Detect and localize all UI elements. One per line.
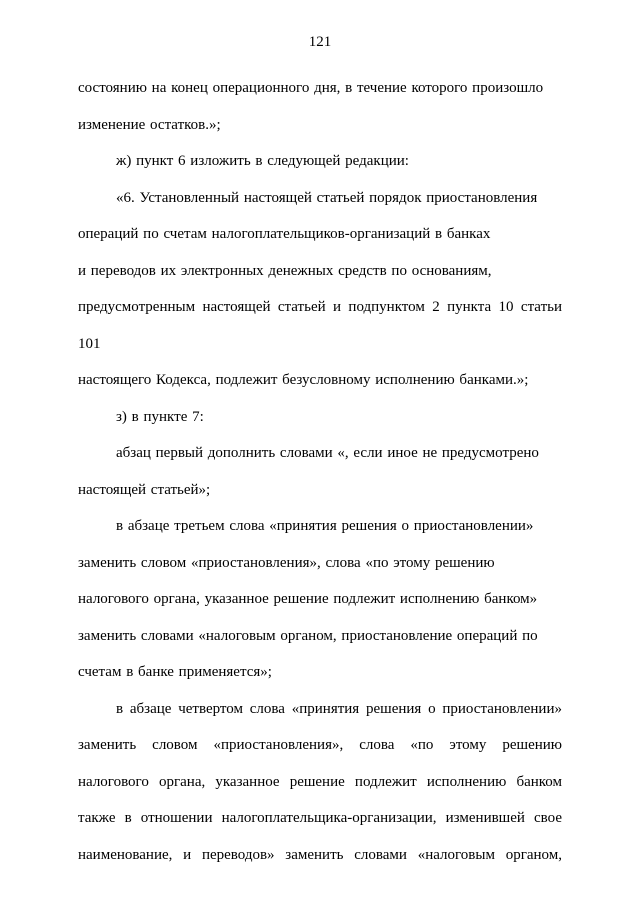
paragraph xyxy=(78,180,562,399)
text-line: налогового органа, указанное решение подлежит исполнению банком» xyxy=(78,591,538,607)
text-line: в абзаце третьем слова «принятия решения о приостановлении» xyxy=(116,518,534,534)
text-line: заменить словами «налоговым органом, приостановление операций по xyxy=(78,627,538,644)
text-line: предусмотренным настоящей статьей и подпунктом 2 пункта 10 статьи 101 xyxy=(78,299,562,352)
text-line: «6. Установленный настоящей статьей порядок приостановления xyxy=(116,189,538,206)
text-line: настоящей статьей»; xyxy=(78,481,211,498)
text-line: абзац первый дополнить словами «, если иное не предусмотрено xyxy=(116,445,539,461)
text-line: заменить словом «приостановления», слова «по этому решению xyxy=(78,737,562,753)
text-line: также в отношении налогоплательщика-организации, изменившей свое xyxy=(78,810,562,826)
text-line: счетам в банке применяется»; xyxy=(78,664,272,680)
text-line: в абзаце четвертом слова «принятия решения о приостановлении» xyxy=(116,700,562,717)
paragraph xyxy=(78,399,562,436)
page-number: 121 xyxy=(308,34,332,50)
paragraph xyxy=(78,70,562,143)
paragraph xyxy=(78,691,562,874)
text-line: операций по счетам налогоплательщиков-организаций в банках xyxy=(78,226,491,242)
text-line: ж) пункт 6 изложить в следующей редакции: xyxy=(116,153,409,169)
paragraph xyxy=(78,435,562,508)
document-body xyxy=(78,70,562,873)
text-line: наименование, и переводов» заменить словами «налоговым органом, xyxy=(78,846,562,863)
paragraph xyxy=(78,508,562,691)
text-line: состоянию на конец операционного дня, в течение которого произошло xyxy=(78,80,544,96)
text-line: и переводов их электронных денежных средств по основаниям, xyxy=(78,262,492,279)
text-line: настоящего Кодекса, подлежит безусловному исполнению банками.»; xyxy=(78,372,529,388)
text-line: налогового органа, указанное решение подлежит исполнению банком xyxy=(78,773,562,790)
text-line: з) в пункте 7: xyxy=(116,408,204,425)
text-line: изменение остатков.»; xyxy=(78,116,221,133)
text-line: заменить словом «приостановления», слова «по этому решению xyxy=(78,554,495,571)
paragraph xyxy=(78,143,562,180)
